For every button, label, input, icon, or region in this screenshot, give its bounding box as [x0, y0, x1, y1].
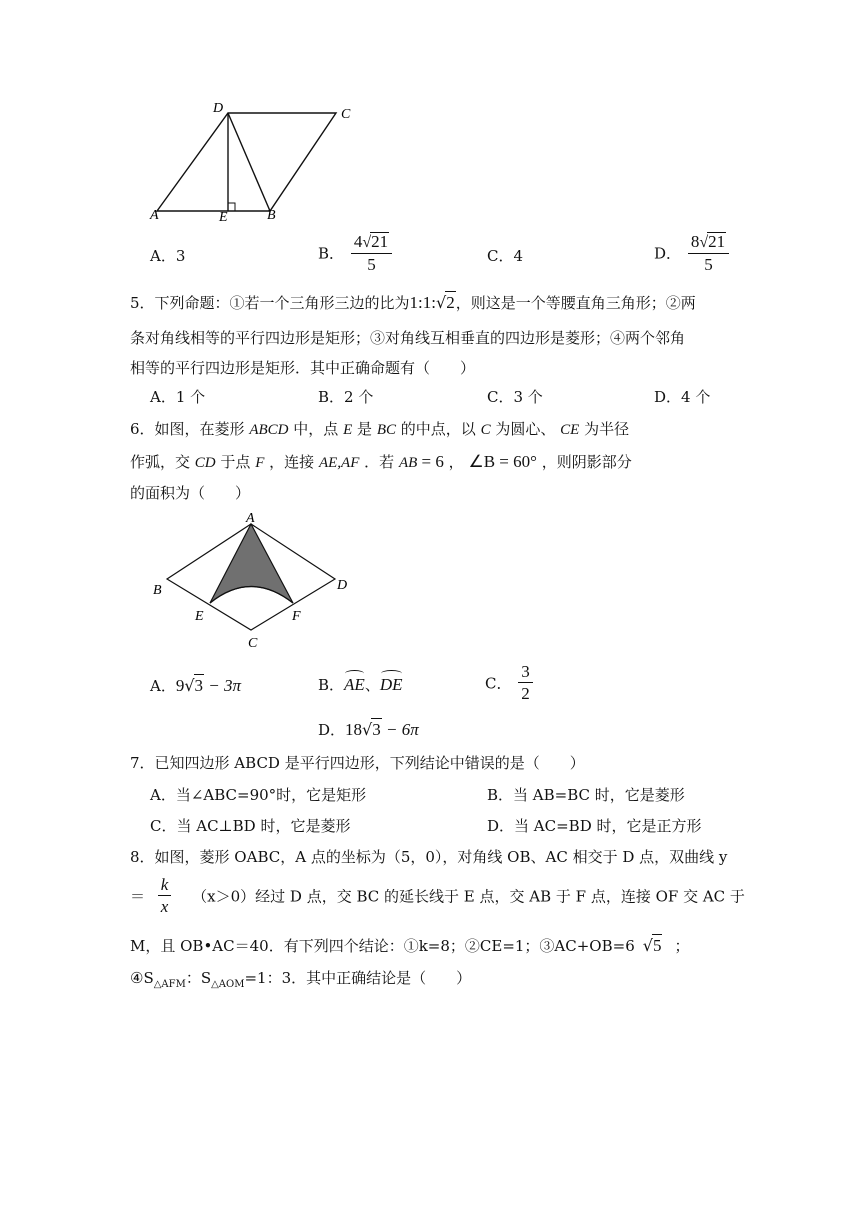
- label-d: D: [337, 578, 348, 593]
- q8-line-1: 8．如图，菱形 OABC，A 点的坐标为（5，0），对角线 OB、AC 相交于 D 点，双曲线 y: [130, 848, 728, 866]
- q6-option-a: A．9√3 − 3π: [150, 676, 242, 695]
- q6-option-d: D．18√3 − 6π: [318, 720, 419, 739]
- math: − 6π: [381, 720, 419, 739]
- q5-option-a: A．1 个: [150, 388, 206, 406]
- figure-parallelogram: [140, 95, 370, 230]
- option-letter: C．: [485, 674, 512, 693]
- separator: 、: [364, 676, 380, 694]
- math: 18: [345, 720, 363, 739]
- text: 是: [357, 420, 373, 438]
- radicand: 3: [372, 720, 381, 739]
- q4-option-b: [318, 232, 394, 275]
- radicand: 3: [194, 676, 204, 695]
- math: = 6: [417, 452, 444, 471]
- q4-option-a: [150, 245, 185, 267]
- math: E: [343, 422, 353, 438]
- text: ，则阴影部分: [541, 453, 632, 471]
- fraction: $\frac{4√21}{5}$: [351, 232, 392, 275]
- right-angle-mark: [228, 203, 235, 211]
- q4-option-c: [487, 245, 523, 267]
- label-b: B: [153, 583, 162, 598]
- option-letter: D．: [654, 244, 682, 263]
- option-letter: D．: [318, 721, 346, 739]
- q6-option-b: [318, 674, 403, 696]
- q8-line-4: [130, 967, 471, 996]
- text: ；: [674, 937, 690, 955]
- text: ．若: [364, 453, 395, 471]
- label-e: E: [195, 609, 204, 624]
- equals: ＝: [130, 887, 146, 906]
- q7-stem: 7．已知四边形 ABCD 是平行四边形，下列结论中错误的是（ ）: [130, 754, 585, 772]
- denominator: x: [160, 897, 169, 916]
- label-b: B: [267, 208, 276, 223]
- coefficient: 4: [353, 232, 363, 251]
- text: ，则这是一个等腰直角三角形；②两: [455, 294, 696, 312]
- text: 于点: [220, 453, 251, 471]
- math: ABCD: [249, 422, 289, 438]
- text: 作弧，交: [130, 453, 191, 471]
- math: CE: [560, 422, 580, 438]
- option-letter: B．: [318, 244, 345, 263]
- label-f: F: [292, 609, 301, 624]
- q7-option-b: B．当 AB=BC 时，它是菱形: [487, 786, 685, 804]
- q5-option-c: C．3 个: [487, 388, 543, 406]
- ratio: 1:1:: [409, 293, 436, 312]
- q6-option-c: [485, 663, 535, 704]
- q4-option-d: [654, 232, 731, 275]
- label-a: A: [150, 208, 159, 223]
- q6-line-1: [130, 418, 629, 441]
- q5-option-d: D．4 个: [654, 388, 711, 406]
- text: 5．下列命题：①若一个三角形三边的比为: [130, 294, 410, 312]
- q5-option-b: B．2 个: [318, 388, 374, 406]
- math: = 60°: [495, 452, 537, 471]
- math: C: [480, 422, 491, 438]
- text: （x＞0）经过 D 点，交 BC 的延长线于 E 点，交 AB 于 F 点，连接 OF 交 AC 于: [192, 887, 745, 906]
- figure-rhombus: [145, 508, 360, 653]
- text: 为半径: [584, 420, 630, 438]
- q8-line-3: M，且 OB•AC＝40．有下列四个结论：①k=8；②CE=1；③AC+OB=6 √5 ；: [130, 936, 690, 955]
- fraction: $\frac{8√21}{5}$: [688, 232, 729, 275]
- text: ④S: [130, 969, 154, 987]
- q5-line-1: 5．下列命题：①若一个三角形三边的比为1:1:√2，则这是一个等腰直角三角形；②两: [130, 293, 696, 312]
- subscript: △AFM: [153, 979, 186, 990]
- q7-option-d: D．当 AC=BD 时，它是正方形: [487, 817, 702, 835]
- math: F: [255, 455, 265, 471]
- coefficient: 8: [690, 232, 700, 251]
- option-value: 4: [513, 247, 524, 265]
- math: CD: [194, 455, 216, 471]
- q7-option-c: C．当 AC⊥BD 时，它是菱形: [150, 817, 351, 835]
- denominator: 2: [521, 684, 530, 703]
- label-c: C: [341, 107, 351, 122]
- q5-line-3: 相等的平行四边形是矩形．其中正确命题有（ ）: [130, 359, 476, 377]
- shaded-region: [210, 524, 293, 603]
- math: − 3π: [204, 676, 242, 695]
- text: 的中点，以: [400, 420, 476, 438]
- text: 为圆心、: [495, 420, 556, 438]
- radicand: 5: [652, 936, 662, 955]
- arc-de: DE: [379, 675, 403, 694]
- q6-line-3: 的面积为（ ）: [130, 484, 251, 502]
- text: ，连接: [269, 453, 315, 471]
- denominator: 5: [704, 255, 713, 274]
- text: 中，点: [293, 420, 339, 438]
- math: BC: [376, 422, 396, 438]
- parallelogram-abcd: [157, 113, 336, 211]
- subscript: △AOM: [211, 979, 245, 990]
- text: ，: [448, 453, 464, 471]
- math: AB: [398, 455, 418, 471]
- fraction-k-over-x: [158, 876, 172, 917]
- option-letter: C．: [487, 247, 514, 265]
- option-letter: A．: [150, 247, 176, 265]
- q8-line-2: [130, 876, 745, 917]
- q6-line-2: [130, 451, 632, 474]
- math: 9: [175, 676, 185, 695]
- radicand: 2: [446, 293, 455, 312]
- text: M，且 OB•AC＝40．有下列四个结论：①k=8；②CE=1；③AC+OB=6: [130, 937, 635, 955]
- radicand: 21: [371, 232, 389, 251]
- numerator: k: [158, 876, 172, 896]
- label-c: C: [248, 636, 258, 651]
- denominator: 5: [367, 255, 376, 274]
- numerator: 3: [518, 663, 533, 683]
- fraction: [518, 663, 533, 704]
- radicand: 21: [708, 232, 726, 251]
- diagonal-db: [228, 113, 270, 211]
- text: 6．如图，在菱形: [130, 420, 245, 438]
- q7-option-a: A．当∠ABC=90°时，它是矩形: [150, 786, 367, 804]
- text: ：S: [185, 969, 212, 987]
- option-letter: A．: [150, 677, 176, 695]
- option-letter: B．: [318, 676, 345, 694]
- text: =1：3．其中正确结论是（ ）: [244, 969, 472, 987]
- arc-ae: AE: [344, 675, 365, 694]
- label-e: E: [219, 210, 228, 225]
- q5-line-2: 条对角线相等的平行四边形是矩形；③对角线互相垂直的四边形是菱形；④两个邻角: [130, 329, 686, 347]
- label-a: A: [246, 511, 255, 526]
- math: ∠B: [468, 452, 496, 471]
- math: AE,AF: [318, 455, 360, 471]
- option-value: 3: [175, 247, 186, 265]
- label-d: D: [213, 101, 224, 116]
